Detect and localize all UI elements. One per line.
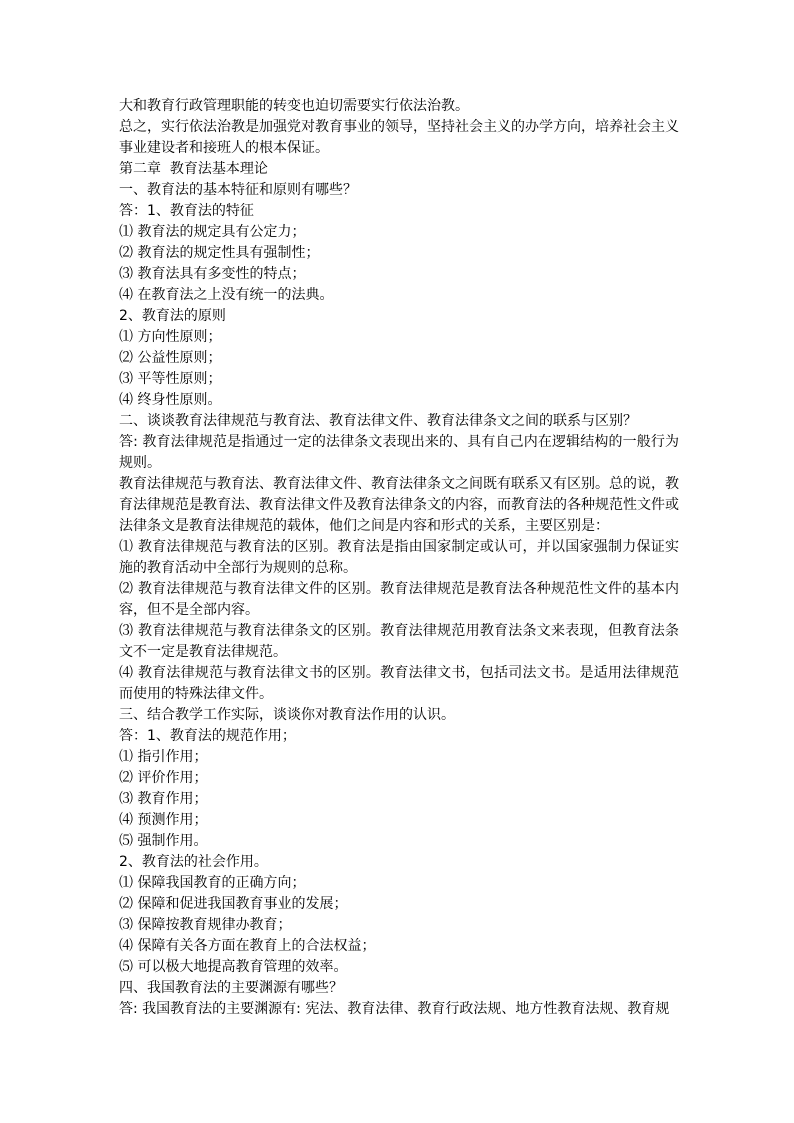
list-item: ⑵ 保障和促进我国教育事业的发展； <box>119 896 348 912</box>
list-item: ⑵ 公益性原则； <box>119 350 222 366</box>
list-item: ⑴ 方向性原则； <box>119 329 222 345</box>
list-item: ⑷ 预测作用； <box>119 812 208 828</box>
list-item: ⑸ 可以极大地提高教育管理的效率。 <box>119 959 348 975</box>
list-item: ⑴ 指引作用； <box>119 749 208 765</box>
list-item: ⑷ 在教育法之上没有统一的法典。 <box>119 287 334 303</box>
document-body <box>119 96 679 1020</box>
list-item: ⑶ 保障按教育规律办教育； <box>119 917 292 933</box>
question-heading: 三、结合教学工作实际，谈谈你对教育法作用的认识。 <box>119 707 455 723</box>
question-heading: 一、教育法的基本特征和原则有哪些？ <box>119 182 357 198</box>
list-item: ⑶ 教育作用； <box>119 791 208 807</box>
answer-line: 答：1、教育法的特征 <box>119 203 254 219</box>
answer-line: 答：1、教育法的规范作用； <box>119 728 296 744</box>
list-item: ⑷ 终身性原则。 <box>119 392 222 408</box>
list-item: ⑵ 教育法律规范与教育法律文件的区别。教育法律规范是教育法各种规范性文件的基本内容，但不是全部内容。 <box>119 581 679 618</box>
answer-line: 答: 我国教育法的主要渊源有: 宪法、教育法律、教育行政法规、地方性教育法规、教育规 <box>119 1001 670 1017</box>
chapter-heading: 第二章 教育法基本理论 <box>119 161 268 177</box>
paragraph: 总之，实行依法治教是加强党对教育事业的领导，坚持社会主义的办学方向，培养社会主义事业建设者和接班人的根本保证。 <box>119 119 679 156</box>
list-item: ⑷ 保障有关各方面在教育上的合法权益； <box>119 938 376 954</box>
list-item: ⑵ 教育法的规定性具有强制性； <box>119 245 320 261</box>
paragraph: 教育法律规范与教育法、教育法律文件、教育法律条文之间既有联系又有区别。总的说，教育法律规范是教育法、教育法律文件及教育法律条文的内容，而教育法的各种规范性文件或法律条文是教育法律规范的载体，他们之间是内容和形式的关系，主要区别是： <box>119 476 679 534</box>
list-item: ⑴ 教育法律规范与教育法的区别。教育法是指由国家制定或认可，并以国家强制力保证实施的教育活动中全部行为规则的总称。 <box>119 539 679 576</box>
subheading: 2、教育法的原则 <box>119 308 226 324</box>
list-item: ⑴ 教育法的规定具有公定力； <box>119 224 306 240</box>
subheading: 2、教育法的社会作用。 <box>119 854 268 870</box>
list-item: ⑶ 平等性原则； <box>119 371 222 387</box>
list-item: ⑶ 教育法具有多变性的特点； <box>119 266 306 282</box>
list-item: ⑸ 强制作用。 <box>119 833 208 849</box>
list-item: ⑴ 保障我国教育的正确方向； <box>119 875 306 891</box>
question-heading: 二、谈谈教育法律规范与教育法、教育法律文件、教育法律条文之间的联系与区别？ <box>119 413 637 429</box>
question-heading: 四、我国教育法的主要渊源有哪些？ <box>119 980 343 996</box>
list-item: ⑵ 评价作用； <box>119 770 208 786</box>
list-item: ⑷ 教育法律规范与教育法律文书的区别。教育法律文书，包括司法文书。是适用法律规范而使用的特殊法律文件。 <box>119 665 679 702</box>
paragraph: 大和教育行政管理职能的转变也迫切需要实行依法治教。 <box>119 98 469 114</box>
list-item: ⑶ 教育法律规范与教育法律条文的区别。教育法律规范用教育法条文来表现，但教育法条文不一定是教育法律规范。 <box>119 623 679 660</box>
paragraph: 答: 教育法律规范是指通过一定的法律条文表现出来的、具有自己内在逻辑结构的一般行为规则。 <box>119 434 679 471</box>
